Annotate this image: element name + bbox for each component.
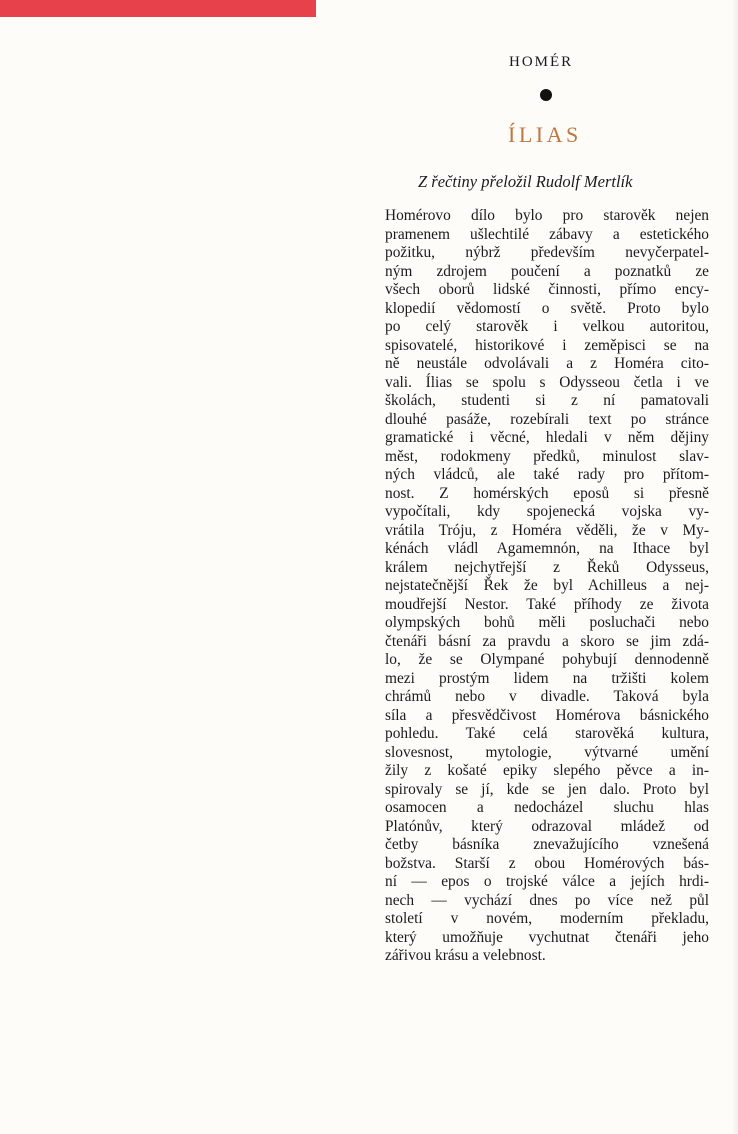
text-line: mezi prostým lidem na tržišti kolem bbox=[385, 669, 709, 687]
text-line: zářivou krásu a velebnost. bbox=[385, 947, 546, 964]
text-line: pohledu. Také celá starověká kultura, bbox=[385, 725, 709, 742]
text-line: vrátila Tróju, z Homéra věděli, že v My- bbox=[385, 521, 709, 539]
text-line: dlouhé pasáže, rozebírali text po stránce bbox=[385, 410, 709, 428]
text-line: osamocen a nedocházel sluchu hlas bbox=[385, 799, 709, 816]
text-line: moudřejší Nestor. Také příhody ze života bbox=[385, 595, 709, 613]
text-line: spisovatelé, historikové i zeměpisci se na bbox=[385, 336, 709, 354]
text-line: ným zdrojem poučení a poznatků ze bbox=[385, 262, 709, 280]
text-line: nost. Z homérských eposů si přesně bbox=[385, 484, 709, 502]
text-line: králem nejchytřejší z Řeků Odysseus, bbox=[385, 558, 709, 576]
text-line: božstva. Starší z obou Homérových bás- bbox=[385, 854, 709, 872]
text-line: nech — vychází dnes po více než půl bbox=[385, 891, 709, 909]
text-line: pramenem ušlechtilé zábavy a estetického bbox=[385, 225, 709, 243]
text-line: Platónův, který odrazoval mládež od bbox=[385, 817, 709, 835]
book-title: ÍLIAS bbox=[508, 122, 582, 147]
text-line: ně neustále odvolávali a z Homéra cito- bbox=[385, 355, 709, 372]
text-line: ní — epos o trojské válce a jejích hrdi- bbox=[385, 873, 709, 890]
text-line: Homérovo dílo bylo pro starověk nejen bbox=[385, 207, 709, 224]
text-line: všech oborů lidské činnosti, přímo ency- bbox=[385, 281, 709, 298]
text-line: četby básníka znevažujícího vznešená bbox=[385, 836, 709, 853]
bullet-dot-ornament bbox=[540, 89, 552, 101]
text-line: klopedií vědomostí o světě. Proto bylo bbox=[385, 299, 709, 317]
text-line: měst, rodokmeny předků, minulost slav- bbox=[385, 447, 709, 465]
red-cover-band bbox=[0, 0, 316, 17]
translator-credit: Z řečtiny přeložil Rudolf Mertlík bbox=[418, 172, 633, 191]
text-line: který umožňuje vychutnat čtenáři jeho bbox=[385, 928, 709, 946]
text-line: chrámů nebo v divadle. Taková byla bbox=[385, 688, 709, 705]
text-line: kénách vládl Agamemnón, na Ithace byl bbox=[385, 540, 709, 557]
page-edge-shadow bbox=[732, 0, 738, 1134]
text-line: olympských bohů měli posluchači nebo bbox=[385, 614, 709, 631]
text-line: vali. Ílias se spolu s Odysseou četla i ve bbox=[385, 373, 709, 391]
text-line: spirovaly se jí, kde se jen dalo. Proto byl bbox=[385, 780, 709, 798]
text-line: slovesnost, mytologie, výtvarné umění bbox=[385, 743, 709, 761]
text-line: gramatické i věcné, hledali v něm dějiny bbox=[385, 429, 709, 446]
text-line: požitku, nýbrž především nevyčerpatel- bbox=[385, 244, 709, 261]
text-line: století v novém, moderním překladu, bbox=[385, 910, 709, 927]
text-line: školách, studenti si z ní pamatovali bbox=[385, 392, 709, 409]
blurb-text bbox=[385, 207, 709, 966]
author-name: HOMÉR bbox=[509, 54, 574, 70]
text-line: čtenáři básní za pravdu a skoro se jim zdá- bbox=[385, 632, 709, 650]
text-line: lo, že se Olympané pohybují dennodenně bbox=[385, 651, 709, 668]
text-line: po celý starověk i velkou autoritou, bbox=[385, 318, 709, 335]
text-line: nejstatečnější Řek že byl Achilleus a nej- bbox=[385, 577, 709, 594]
text-line: vypočítali, kdy spojenecká vojska vy- bbox=[385, 503, 709, 520]
text-line: síla a přesvědčivost Homérova básnického bbox=[385, 706, 709, 724]
text-line: ných vládců, ale také rady pro přítom- bbox=[385, 466, 709, 483]
text-line: žily z košaté epiky slepého pěvce a in- bbox=[385, 762, 709, 779]
